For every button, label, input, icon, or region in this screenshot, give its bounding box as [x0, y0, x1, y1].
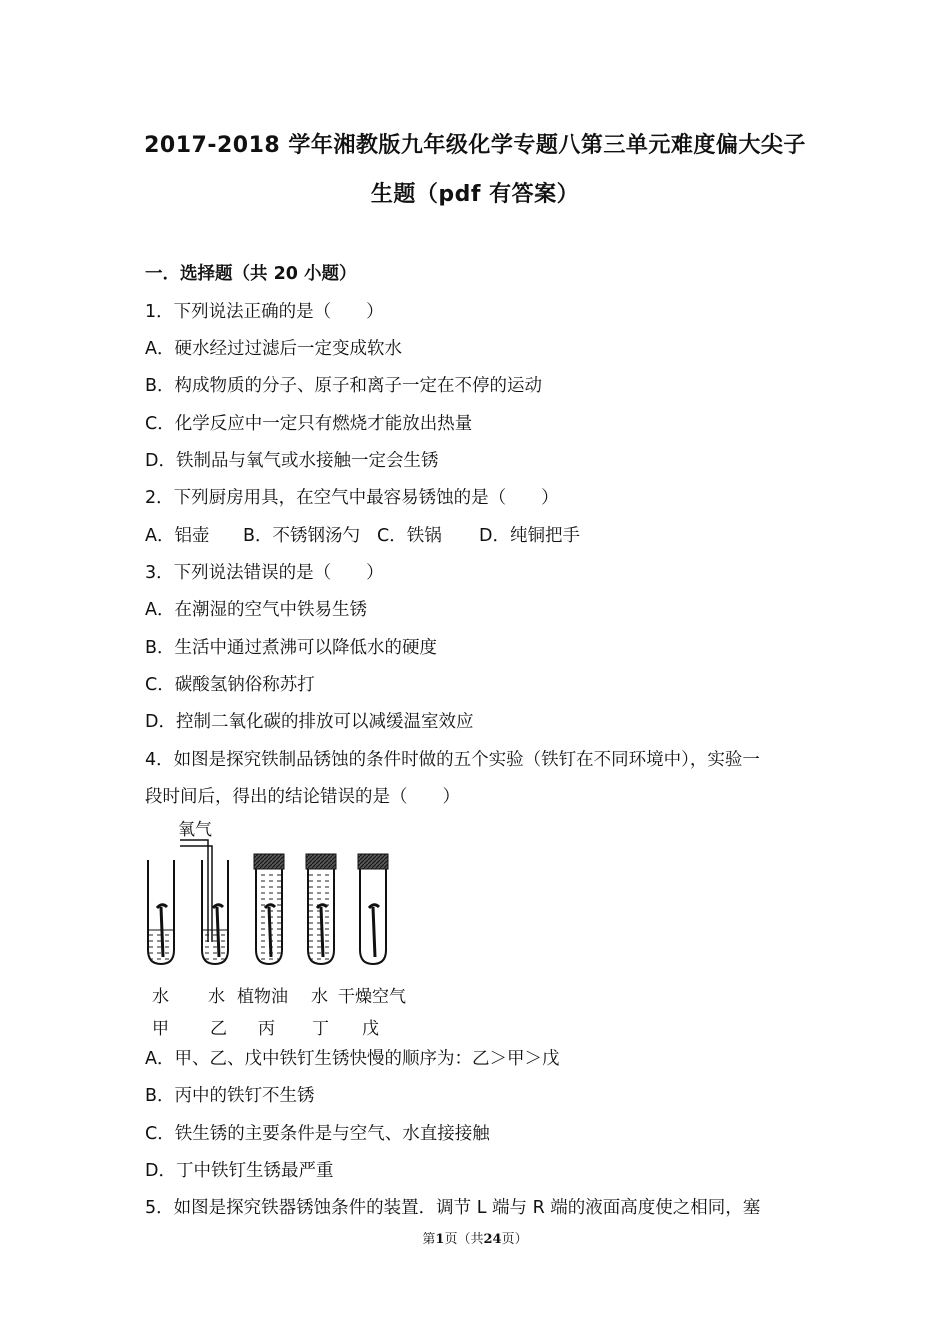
- section-heading: 一．选择题（共 20 小题）: [145, 264, 357, 284]
- doc-title-line1: 2017-2018 学年湘教版九年级化学专题八第三单元难度偏大尖子: [144, 133, 806, 158]
- oxygen-label: 氧气: [178, 820, 212, 840]
- tube-yi: [180, 840, 228, 964]
- q3-stem: 3．下列说法错误的是（ ）: [145, 563, 384, 583]
- footer-prefix: 第: [422, 1232, 436, 1247]
- q2-option-a: A．铝壶: [145, 526, 210, 546]
- tube-jia-content: 水: [152, 987, 169, 1007]
- tube-wu-content: 干燥空气: [338, 987, 406, 1007]
- tube-yi-content: 水: [208, 987, 225, 1007]
- q2-options: [145, 522, 580, 547]
- tube-bing-content: 植物油: [237, 987, 288, 1007]
- q3-option-c: C．碳酸氢钠俗称苏打: [145, 675, 315, 695]
- footer-suffix: 页）: [501, 1232, 528, 1247]
- q1-option-d: D．铁制品与氧气或水接触一定会生锈: [145, 451, 439, 471]
- q4-stem-line1: 4．如图是探究铁制品锈蚀的条件时做的五个实验（铁钉在不同环境中），实验一: [145, 750, 760, 770]
- tube-ding: [306, 854, 336, 964]
- q1-stem: 1．下列说法正确的是（ ）: [145, 302, 384, 322]
- q1-option-b: B．构成物质的分子、原子和离子一定在不停的运动: [145, 376, 543, 396]
- q4-option-d: D．丁中铁钉生锈最严重: [145, 1161, 334, 1181]
- q2-option-d: D．纯铜把手: [479, 526, 580, 546]
- q3-option-b: B．生活中通过煮沸可以降低水的硬度: [145, 638, 438, 658]
- q5-stem-line1: 5．如图是探究铁器锈蚀条件的装置．调节 L 端与 R 端的液面高度使之相同，塞: [145, 1198, 761, 1218]
- tube-ding-content: 水: [311, 987, 328, 1007]
- q4-option-c: C．铁生锈的主要条件是与空气、水直接接触: [145, 1124, 490, 1144]
- tube-yi-name: 乙: [210, 1019, 227, 1039]
- tube-jia-name: 甲: [152, 1019, 169, 1039]
- doc-title-line2: 生题（pdf 有答案）: [370, 182, 580, 207]
- tube-bing-name: 丙: [258, 1019, 275, 1039]
- q2-stem: 2．下列厨房用具，在空气中最容易锈蚀的是（ ）: [145, 488, 559, 508]
- page-footer: [0, 1228, 950, 1247]
- q4-option-b: B．丙中的铁钉不生锈: [145, 1086, 315, 1106]
- tube-bing: [254, 854, 284, 964]
- tube-wu: [358, 854, 388, 964]
- tube-wu-name: 戊: [362, 1019, 379, 1039]
- q4-stem-line2: 段时间后，得出的结论错误的是（ ）: [145, 787, 460, 807]
- q1-option-a: A．硬水经过过滤后一定变成软水: [145, 339, 402, 359]
- q3-option-a: A．在潮湿的空气中铁易生锈: [145, 600, 367, 620]
- tube-jia: [148, 860, 174, 964]
- q2-option-c: C．铁锅: [377, 526, 442, 546]
- q1-option-c: C．化学反应中一定只有燃烧才能放出热量: [145, 414, 473, 434]
- q4-option-a: A．甲、乙、戊中铁钉生锈快慢的顺序为：乙＞甲＞戊: [145, 1049, 560, 1069]
- q3-option-d: D．控制二氧化碳的排放可以减缓温室效应: [145, 712, 474, 732]
- tube-ding-name: 丁: [312, 1019, 329, 1039]
- q2-option-b: B．不锈钢汤勺: [243, 526, 361, 546]
- test-tube-figure: [140, 812, 430, 1037]
- footer-page-number: 1: [435, 1232, 445, 1247]
- footer-middle: 页（共: [444, 1232, 484, 1247]
- footer-total-pages: 24: [483, 1232, 502, 1247]
